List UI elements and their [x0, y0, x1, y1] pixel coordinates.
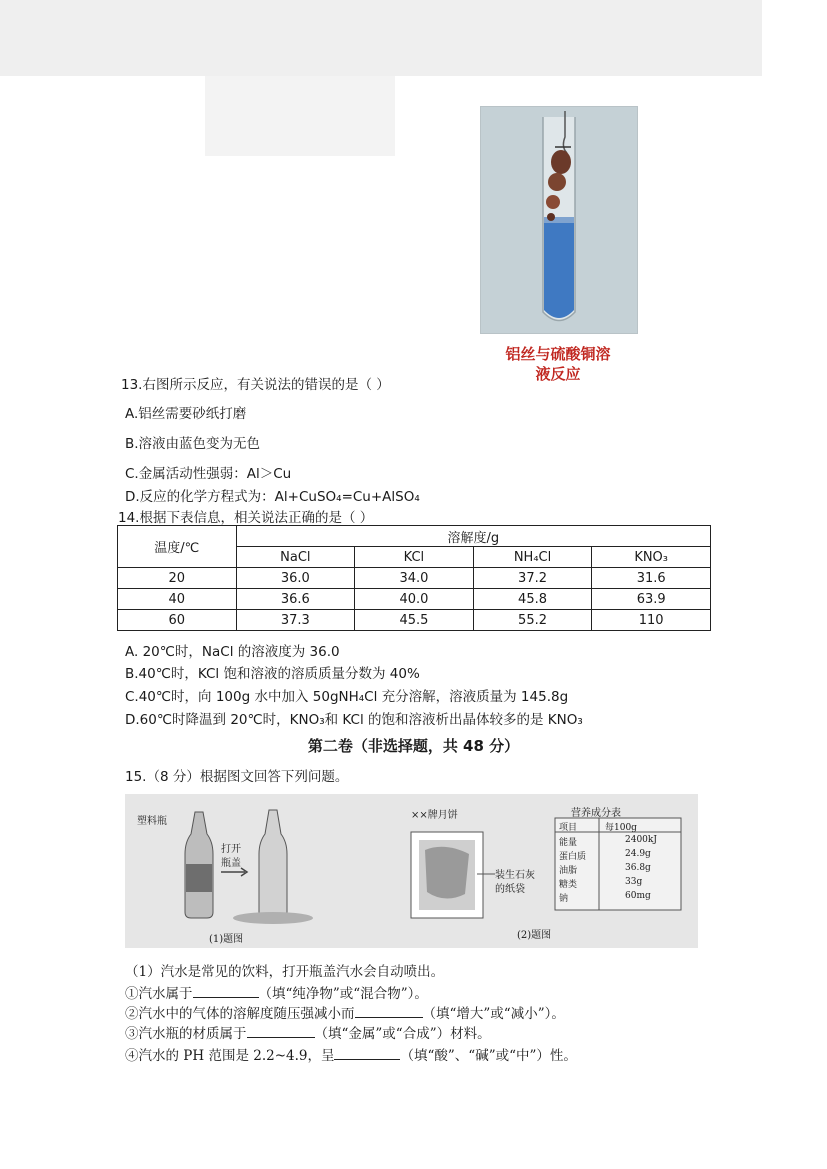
nutrition-value: 2400kJ: [625, 835, 657, 845]
sub-3-text: ③汽水瓶的材质属于: [125, 1026, 247, 1042]
nutrition-title: 营养成分表: [571, 808, 621, 819]
row-temp: 20: [118, 568, 237, 589]
sub-3-hint: （填“金属”或“合成”）材料。: [314, 1026, 491, 1042]
q14-stem: 14.根据下表信息，相关说法正确的是（ ）: [118, 510, 374, 526]
scan-smudge: [205, 76, 395, 156]
nutrition-value: 36.8g: [625, 863, 651, 873]
col-nacl: NaCl: [236, 547, 355, 568]
q15-sub-1: [125, 982, 428, 1002]
open-label: 打开: [221, 844, 241, 855]
cell: 40.0: [355, 589, 474, 610]
bottle-label: 塑料瓶: [137, 816, 167, 827]
q14-option-a: A. 20℃时，NaCl 的溶液度为 36.0: [125, 644, 340, 660]
answer-blank[interactable]: [247, 1024, 315, 1038]
col-kcl: KCl: [355, 547, 474, 568]
answer-blank[interactable]: [193, 984, 259, 998]
temp-header: 温度/℃: [118, 526, 237, 568]
q13-option-d: D.反应的化学方程式为：Al+CuSO₄=Cu+AlSO₄: [125, 489, 420, 505]
q13-option-a: A.铝丝需要砂纸打磨: [125, 406, 247, 422]
table-row: [118, 568, 711, 589]
nutrition-key: 钠: [559, 894, 569, 904]
nutrition-value: 24.9g: [625, 849, 651, 859]
cell: 110: [592, 610, 711, 631]
test-tube-photo: [480, 106, 638, 334]
sub-2-hint: （填“增大”或“减小”）。: [422, 1006, 565, 1022]
answer-blank[interactable]: [334, 1046, 400, 1060]
fig2-label: (2)题图: [517, 930, 552, 941]
sub-1-hint: （填“纯净物”或“混合物”）。: [258, 986, 428, 1002]
nutrition-key: 能量: [559, 838, 578, 848]
cell: 45.5: [355, 610, 474, 631]
sub-2-text: ②汽水中的气体的溶解度随压强减小而: [125, 1006, 355, 1022]
table-row: [118, 589, 711, 610]
q15-sub-4: [125, 1044, 577, 1064]
sub-1-text: ①汽水属于: [125, 986, 193, 1002]
nutrition-key: 蛋白质: [559, 852, 587, 862]
caption-line-1: 铝丝与硫酸铜溶: [505, 345, 611, 363]
cell: 36.6: [236, 589, 355, 610]
cell: 37.3: [236, 610, 355, 631]
fig1-label: (1)题图: [209, 934, 244, 945]
q13-option-b: B.溶液由蓝色变为无色: [125, 436, 261, 452]
scan-margin-top: [0, 0, 762, 76]
sub-4-text: ④汽水的 PH 范围是 2.2~4.9，呈: [125, 1048, 335, 1064]
cell: 55.2: [473, 610, 592, 631]
row-temp: 40: [118, 589, 237, 610]
solubility-table: [117, 525, 711, 631]
cell: 63.9: [592, 589, 711, 610]
nutrition-value: 每100g: [605, 823, 637, 833]
section-title: 第二卷（非选择题，共 48 分）: [307, 737, 520, 755]
bag-label-2: 的纸袋: [495, 884, 525, 895]
nutrition-key: 油脂: [559, 866, 578, 876]
q15-sub-3: [125, 1022, 491, 1042]
sub-4-hint: （填“酸”、“碱”或“中”）性。: [400, 1048, 577, 1064]
answer-blank[interactable]: [355, 1004, 423, 1018]
nutrition-key: 糖类: [559, 880, 578, 890]
mooncake-title: ××牌月饼: [411, 810, 458, 821]
q15-part1-intro: （1）汽水是常见的饮料，打开瓶盖汽水会自动喷出。: [125, 964, 445, 980]
caption-line-2: 液反应: [535, 365, 581, 383]
bag-label: 装生石灰: [495, 870, 535, 881]
cell: 31.6: [592, 568, 711, 589]
q15-sub-2: [125, 1002, 565, 1022]
q15-stem: 15.（8 分）根据图文回答下列问题。: [125, 769, 349, 785]
open-label-2: 瓶盖: [221, 858, 241, 869]
cell: 37.2: [473, 568, 592, 589]
q15-figure: [125, 794, 698, 948]
cell: 36.0: [236, 568, 355, 589]
photo-caption: [480, 344, 636, 384]
q14-option-d: D.60℃时降温到 20℃时，KNO₃和 KCl 的饱和溶液析出晶体较多的是 KNO₃: [125, 712, 583, 728]
nutrition-key: 项目: [559, 823, 578, 833]
nutrition-value: 33g: [625, 877, 643, 887]
q13-option-c: C.金属活动性强弱：Al＞Cu: [125, 466, 292, 482]
nutrition-value: 60mg: [625, 891, 651, 901]
row-temp: 60: [118, 610, 237, 631]
q14-option-c: C.40℃时，向 100g 水中加入 50gNH₄Cl 充分溶解，溶液质量为 145.8g: [125, 689, 569, 705]
col-kno3: KNO₃: [592, 547, 711, 568]
cell: 45.8: [473, 589, 592, 610]
solubility-header: 溶解度/g: [236, 526, 710, 547]
table-row: [118, 610, 711, 631]
cell: 34.0: [355, 568, 474, 589]
q14-option-b: B.40℃时，KCl 饱和溶液的溶质质量分数为 40%: [125, 666, 420, 682]
col-nh4cl: NH₄Cl: [473, 547, 592, 568]
q13-stem: 13.右图所示反应，有关说法的错误的是（ ）: [121, 377, 390, 393]
